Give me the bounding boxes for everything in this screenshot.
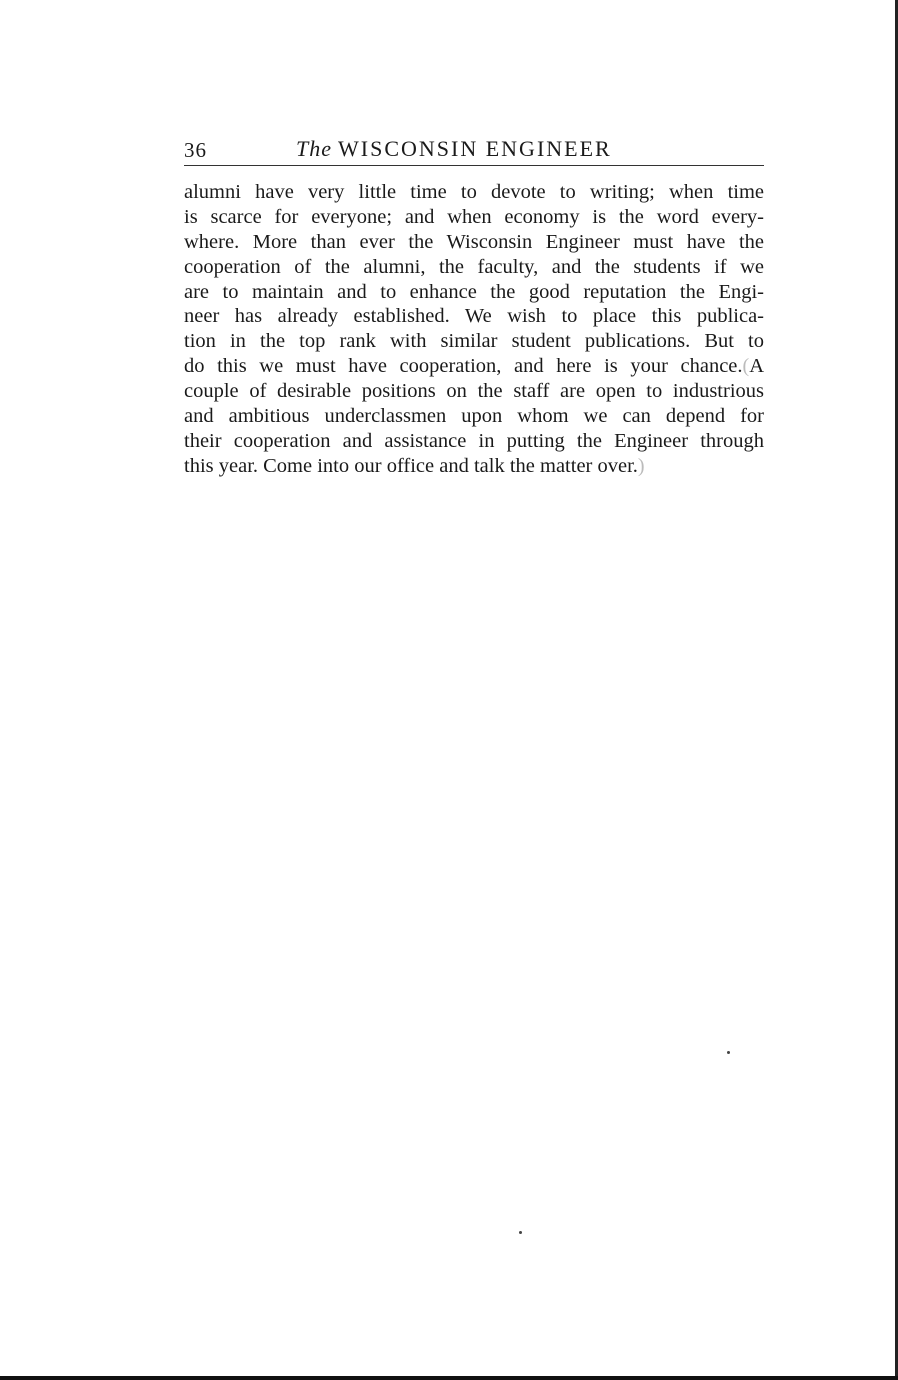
text-line: couple of desirable positions on the staff are open to industrious — [184, 380, 764, 403]
running-title-main: WISCONSIN ENGINEER — [338, 136, 612, 161]
scan-speck — [519, 1231, 522, 1234]
scan-speck — [727, 1051, 730, 1054]
text-line-last — [184, 454, 764, 479]
text-line: tion in the top rank with similar student publications. But to — [184, 330, 764, 353]
text-line: neer has already established. We wish to place this publica- — [184, 305, 764, 328]
text-line: are to maintain and to enhance the good reputation the Engi- — [184, 280, 764, 303]
running-title — [296, 136, 612, 162]
open-bracket-mark: ( — [742, 355, 750, 378]
text-line: is scarce for everyone; and when economy is the word every- — [184, 205, 764, 228]
running-header — [184, 134, 764, 164]
running-title-prefix: The — [296, 136, 332, 161]
text-line: this year. Come into our office and talk the matter over. — [184, 454, 638, 477]
text-line: cooperation of the alumni, the faculty, and the students if we — [184, 255, 764, 278]
text-line: their cooperation and assistance in putting the Engineer through — [184, 429, 764, 452]
scan-edge-bottom — [0, 1376, 898, 1380]
text-line: do this we must have cooperation, and here is your chance. — [184, 355, 743, 378]
text-line-with-mark — [184, 354, 764, 379]
text-line: and ambitious underclassmen upon whom we can depend for — [184, 405, 764, 428]
text-line: where. More than ever the Wisconsin Engineer must have the — [184, 230, 764, 253]
body-paragraph — [184, 180, 764, 479]
header-rule — [184, 165, 764, 166]
close-bracket-mark: ) — [637, 454, 645, 477]
text-line: alumni have very little time to devote to writing; when time — [184, 181, 764, 203]
page-number: 36 — [184, 138, 207, 162]
line-tail: A — [749, 355, 764, 378]
